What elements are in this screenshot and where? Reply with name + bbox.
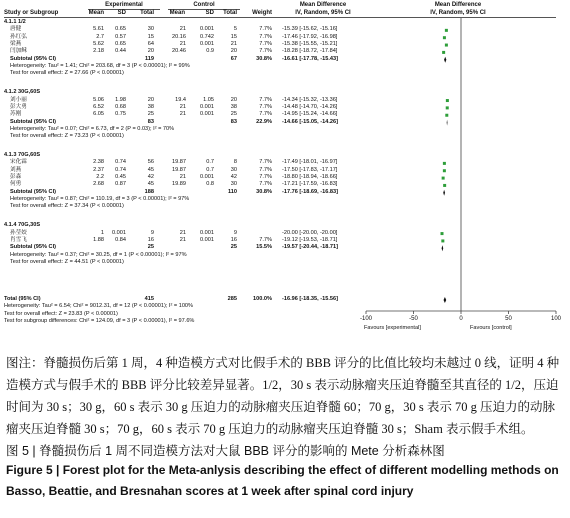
study-exp-sd: 0.65 [115,41,126,48]
study-name: 肖雪飞 [10,236,27,243]
header-ctrl-sd: SD [205,10,214,16]
study-ctrl-mean: 19.89 [172,181,186,188]
study-ctrl-mean: 21 [179,26,186,33]
study-ctrl-mean: 20.46 [172,48,186,55]
study-weight: 7.7% [259,48,272,55]
study-exp-total: 20 [147,48,154,55]
header-experimental: Experimental [105,2,143,8]
total-exp-total: 415 [144,296,154,302]
study-name: 刘小丽 [10,96,27,103]
study-name: 闫加稣 [10,48,27,55]
study-name: 唐健 [10,26,22,33]
study-name: 苏刚 [10,111,22,118]
study-point [442,51,445,54]
subtotal-label: Subtotal (95% CI) [10,244,56,251]
study-exp-sd: 0.45 [115,174,126,181]
study-name: 梁燕 [10,41,22,48]
study-exp-sd: 0.74 [115,159,126,166]
header-control: Control [193,2,215,8]
study-point [445,114,448,117]
study-point [445,44,448,47]
study-point [443,36,446,39]
study-ctrl-mean: 19.4 [175,96,186,103]
subtotal-ctrl-total: 110 [227,188,237,195]
subtotal-diamond [444,57,446,63]
study-ci: -14.48 [-14.70, -14.26] [282,103,338,110]
subtotal-diamond [447,120,448,126]
subtotal-weight: 15.5% [256,244,272,251]
study-exp-mean: 1 [100,229,104,236]
study-exp-total: 64 [147,41,154,48]
study-name: 孙红弘 [10,33,27,40]
study-weight: 7.7% [259,181,272,188]
total-overall-effect-text: Test for overall effect: Z = 23.83 (P < 0.00001) [4,310,118,317]
subtotal-label: Subtotal (95% CI) [10,118,56,125]
study-weight: 7.7% [259,236,272,243]
subtotal-ci: -16.61 [-17.78, -15.43] [282,55,338,62]
header-md-sub: IV, Random, 95% CI [295,10,351,16]
study-ctrl-total: 16 [230,236,237,243]
study-ctrl-sd: 0.7 [206,166,214,173]
study-ctrl-mean: 21 [179,111,186,118]
study-ctrl-total: 38 [230,103,237,110]
header-exp-sd: SD [117,10,126,16]
subtotal-exp-total: 25 [147,244,154,251]
header-exp-total: Total [140,10,154,16]
study-point [441,232,444,235]
total-label: Total (95% CI) [4,296,41,302]
total-diamond [444,297,447,303]
study-point [443,162,446,165]
study-ci: -17.21 [-17.59, -16.83] [282,181,338,188]
study-exp-sd: 0.84 [115,236,126,243]
study-exp-total: 15 [147,33,154,40]
study-exp-sd: 0.75 [115,111,126,118]
study-ci: -15.39 [-15.62, -15.16] [282,26,338,33]
subtotal-weight: 30.8% [256,188,272,195]
study-exp-mean: 2.68 [93,181,104,188]
study-ctrl-total: 15 [230,33,237,40]
study-exp-mean: 2.2 [96,174,104,181]
study-ctrl-total: 5 [233,26,237,33]
study-exp-mean: 5.62 [93,41,104,48]
study-exp-mean: 6.05 [93,111,104,118]
study-ctrl-total: 30 [230,181,237,188]
study-point [443,169,446,172]
study-exp-mean: 5.06 [93,96,104,103]
study-point [442,177,445,180]
study-exp-sd: 0.001 [112,229,126,236]
study-exp-mean: 2.38 [93,159,104,166]
study-exp-sd: 0.65 [115,26,126,33]
header-plot-md-sub: IV, Random, 95% CI [430,10,486,16]
total-ci: -16.96 [-18.35, -15.56] [282,296,338,302]
study-ctrl-sd: 0.001 [200,111,214,118]
study-ctrl-sd: 1.05 [203,96,214,103]
study-ctrl-mean: 21 [179,41,186,48]
study-ctrl-mean: 21 [179,229,186,236]
total-weight: 100.0% [253,296,272,302]
study-exp-sd: 0.44 [115,48,126,55]
study-ctrl-sd: 0.001 [200,41,214,48]
subtotal-weight: 22.9% [256,118,272,125]
subgroup-title: 4.1.4 70G,30S [4,222,41,229]
heterogeneity-text: Heterogeneity: Tau² = 0.37; Chi² = 30.25, df = 1 (P < 0.00001); I² = 97% [10,251,187,258]
study-ctrl-sd: 0.742 [200,33,214,40]
study-ctrl-sd: 0.001 [200,236,214,243]
heterogeneity-text: Heterogeneity: Tau² = 0.87; Chi² = 110.19, df = 3 (P < 0.00001); I² = 97% [10,196,190,203]
study-ci: -18.28 [-18.72, -17.84] [282,48,338,55]
total-ctrl-total: 285 [227,296,237,302]
study-exp-mean: 2.37 [93,166,104,173]
study-exp-mean: 5.61 [93,26,104,33]
study-point [441,239,444,242]
study-name: 彭森 [10,174,22,181]
study-weight: 7.7% [259,26,272,33]
study-exp-total: 42 [147,174,154,181]
study-name: 宋化霖 [10,159,27,166]
study-weight: 7.7% [259,41,272,48]
heterogeneity-text: Heterogeneity: Tau² = 1.41; Chi² = 203.68, df = 3 (P < 0.00001); I² = 99% [10,63,190,70]
study-ctrl-sd: 0.001 [200,26,214,33]
subtotal-diamond [443,190,445,196]
favours-experimental-label: Favours [experimental] [364,325,421,331]
study-exp-total: 45 [147,166,154,173]
study-exp-sd: 0.57 [115,33,126,40]
x-tick-label: -50 [409,316,418,322]
study-weight: 7.7% [259,103,272,110]
subgroup-title: 4.1.3 70G,60S [4,152,41,159]
total-heterogeneity-text: Heterogeneity: Tau² = 6.54; Chi² = 9012.31, df = 12 (P < 0.00001); I² = 100% [4,303,194,310]
subtotal-exp-total: 188 [144,188,154,195]
figure-note: 图注：脊髓损伤后第 1 周，4 种造模方式对比假手术的 BBB 评分的比值比较均未越过 0 线，证明 4 种造模方式与假手术的 BBB 评分比较差异显著。1/2，30 s 表示动脉瘤夹压迫脊髓至其直径的 1/2，压迫时间为 30 s；30 g，60 s 表示 30 g 压迫力的动脉瘤夹压迫脊髓 60；70 g，30 s 表示 70 g 压迫力的动脉瘤夹压迫脊髓 30 s；70 g，60 s 表示 70 g 压迫力的动脉瘤夹压迫脊髓 30 s；Sham 表示假手术组。 [6,356,560,436]
x-tick-label: 50 [505,316,512,322]
study-ctrl-sd: 0.8 [206,181,214,188]
subtotal-ci: -14.66 [-15.05, -14.26] [282,118,338,125]
header-ctrl-mean: Mean [169,10,185,16]
x-tick-label: 0 [459,316,463,322]
study-exp-sd: 0.87 [115,181,126,188]
subgroup-differences-text: Test for subgroup differences: Chi² = 124.09, df = 3 (P < 0.00001), I² = 97.6% [4,318,195,325]
study-name: 彭大勇 [10,103,27,110]
favours-control-label: Favours [control] [470,325,512,331]
subtotal-ctrl-total: 25 [230,244,237,251]
subtotal-ctrl-total: 83 [230,118,237,125]
study-ci: -20.00 [-20.00, -20.00] [282,229,338,236]
study-name: 何勇 [10,181,22,188]
study-ctrl-total: 21 [230,41,237,48]
study-ctrl-mean: 20.16 [172,33,186,40]
study-ctrl-total: 20 [230,96,237,103]
study-exp-total: 56 [147,159,154,166]
study-point [445,29,448,32]
study-exp-mean: 2.18 [93,48,104,55]
study-ctrl-total: 20 [230,48,237,55]
study-name: 刘燕 [10,166,22,173]
study-exp-sd: 1.98 [115,96,126,103]
study-ctrl-sd: 0.001 [200,229,214,236]
study-name: 孙莹姣 [10,229,27,236]
study-exp-total: 16 [147,236,154,243]
overall-effect-text: Test for overall effect: Z = 27.66 (P < 0.00001) [10,70,124,77]
study-ctrl-total: 25 [230,111,237,118]
figure-title-cn: 图 5 | 脊髓损伤后 1 周不同造模方法对大鼠 BBB 评分的影响的 Mete 分析森林图 [6,444,445,458]
header-plot-md-title: Mean Difference [434,2,482,8]
study-ci: -14.95 [-15.24, -14.66] [282,111,338,118]
study-weight: 7.7% [259,159,272,166]
overall-effect-text: Test for overall effect: Z = 37.34 (P < 0.00001) [10,203,124,210]
study-exp-mean: 2.7 [96,33,104,40]
figure-title-en: Figure 5 | Forest plot for the Meta-anlysis describing the effect of different modelling methods on Basso, Beattie, and Bresnahan scores at 1 week after spinal cord injury [6,463,559,498]
study-ctrl-total: 9 [233,229,237,236]
study-ctrl-mean: 19.87 [172,166,186,173]
header-exp-mean: Mean [88,10,104,16]
overall-effect-text: Test for overall effect: Z = 73.23 (P < 0.00001) [10,133,124,140]
study-exp-mean: 1.88 [93,236,104,243]
subgroup-title: 4.1.1 1/2 [4,19,26,25]
study-exp-total: 9 [150,229,154,236]
study-exp-total: 20 [147,96,154,103]
study-point [443,184,446,187]
study-point [446,99,449,102]
study-ctrl-mean: 19.87 [172,159,186,166]
study-ctrl-mean: 21 [179,236,186,243]
study-ctrl-total: 30 [230,166,237,173]
study-ci: -15.38 [-15.55, -15.21] [282,41,338,48]
study-weight: 7.7% [259,166,272,173]
study-ci: -18.80 [-18.94, -18.66] [282,174,338,181]
study-exp-total: 45 [147,181,154,188]
study-ci: -19.12 [-19.53, -18.71] [282,236,338,243]
subtotal-ci: -17.76 [-18.69, -16.83] [282,188,338,195]
subtotal-diamond [442,245,444,251]
study-exp-total: 38 [147,103,154,110]
study-ci: -14.34 [-15.32, -13.36] [282,96,338,103]
heterogeneity-text: Heterogeneity: Tau² = 0.07; Chi² = 6.73, df = 2 (P = 0.03); I² = 70% [10,125,175,132]
subgroup-title: 4.1.2 30G,60S [4,89,41,96]
subtotal-label: Subtotal (95% CI) [10,188,56,195]
x-tick-label: -100 [359,316,373,322]
overall-effect-text: Test for overall effect: Z = 44.51 (P < 0.00001) [10,258,124,265]
study-ctrl-sd: 0.9 [206,48,214,55]
study-ctrl-total: 8 [233,159,237,166]
study-exp-total: 30 [147,26,154,33]
study-ctrl-sd: 0.001 [200,103,214,110]
study-weight: 7.7% [259,174,272,181]
study-ctrl-sd: 0.7 [206,159,214,166]
subtotal-ctrl-total: 67 [230,55,237,62]
subtotal-weight: 30.8% [256,55,272,62]
study-exp-mean: 6.52 [93,103,104,110]
study-ci: -17.50 [-17.83, -17.17] [282,166,338,173]
study-exp-sd: 0.68 [115,103,126,110]
study-ctrl-sd: 0.001 [200,174,214,181]
study-ctrl-mean: 21 [179,103,186,110]
study-weight: 7.7% [259,96,272,103]
study-ctrl-mean: 21 [179,174,186,181]
header-md-title: Mean Difference [299,2,347,8]
header-study: Study or Subgroup [4,10,59,16]
x-tick-label: 100 [550,316,562,322]
subtotal-exp-total: 83 [147,118,154,125]
header-weight: Weight [252,10,272,16]
study-ci: -17.46 [-17.92, -16.98] [282,33,338,40]
study-weight: 7.7% [259,111,272,118]
subtotal-label: Subtotal (95% CI) [10,55,56,62]
study-point [446,106,449,109]
subtotal-ci: -19.57 [-20.44, -18.71] [282,244,338,251]
study-weight: 7.7% [259,33,272,40]
study-ci: -17.49 [-18.01, -16.97] [282,159,338,166]
header-ctrl-total: Total [223,10,237,16]
subtotal-exp-total: 119 [144,55,154,62]
study-exp-total: 25 [147,111,154,118]
study-ctrl-total: 42 [230,174,237,181]
study-exp-sd: 0.74 [115,166,126,173]
